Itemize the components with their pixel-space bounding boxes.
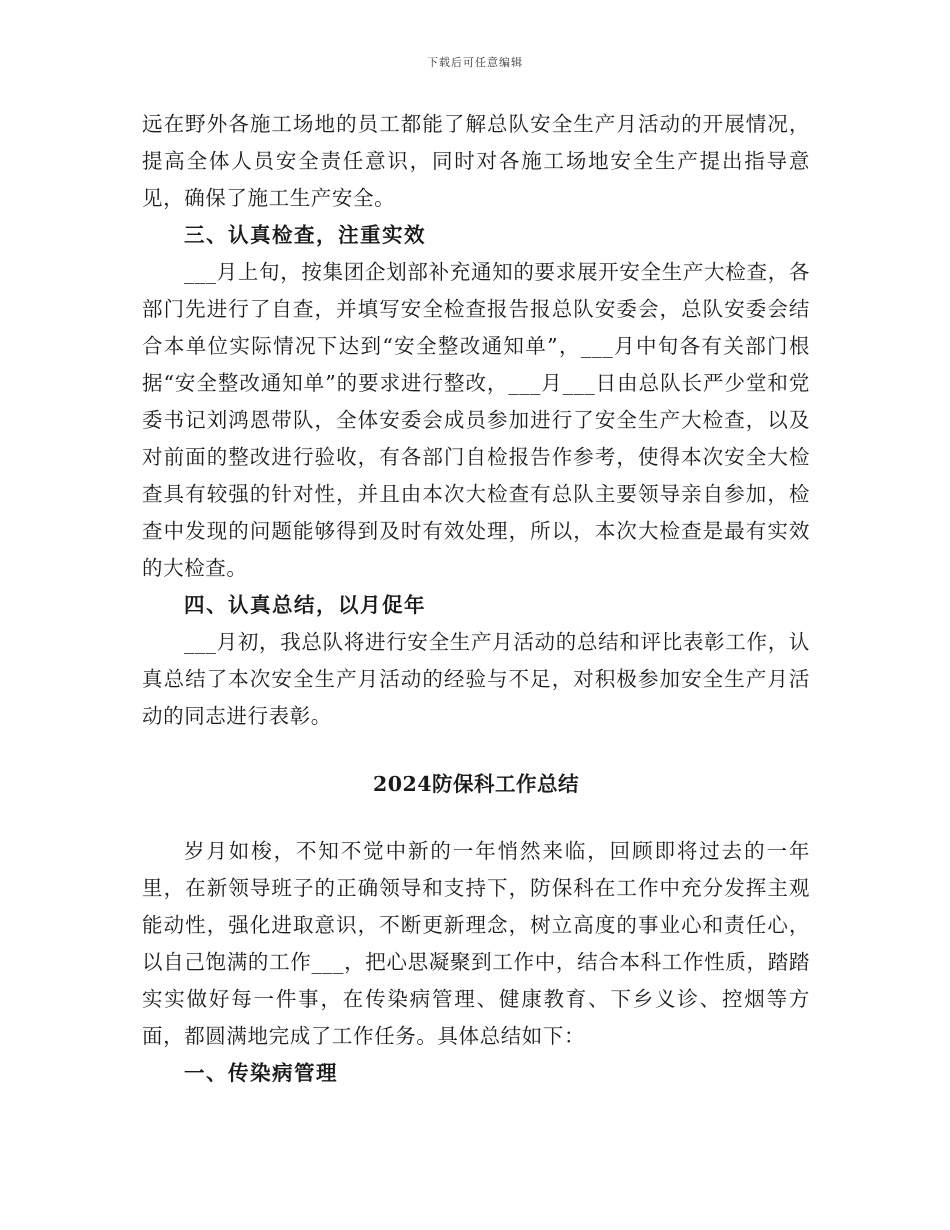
continuation-paragraph: 远在野外各施工场地的员工都能了解总队安全生产月活动的开展情况，提高全体人员安全责任意识，同时对各施工场地安全生产提出指导意见，确保了施工生产安全。 bbox=[142, 112, 810, 210]
section-heading-4: 四、认真总结，以月促年 bbox=[184, 593, 426, 617]
article-heading-1: 一、传染病管理 bbox=[184, 1061, 338, 1085]
inspection-paragraph: ___月上旬，按集团企划部补充通知的要求展开安全生产大检查，各部门先进行了自查，并填写安全检查报告报总队安委会，总队安委会结合本单位实际情况下达到“安全整改通知单”，___月中旬各有关部门根据“安全整改通知单”的要求进行整改，___月___日由总队长严少堂和党委书记刘鸿恩带队，全体安委会成员参加进行了安全生产大检查，以及对前面的整改进行验收，有各部门自检报告作参考，使得本次安全大检查具有较强的针对性，并且由本次大检查有总队主要领导亲自参加，检查中发现的问题能够得到及时有效处理，所以，本次大检查是最有实效的大检查。 bbox=[142, 260, 810, 580]
article-title: 2024防保科工作总结 bbox=[372, 772, 580, 796]
summary-paragraph: ___月初，我总队将进行安全生产月活动的总结和评比表彰工作，认真总结了本次安全生产月活动的经验与不足，对积极参加安全生产月活动的同志进行表彰。 bbox=[142, 630, 810, 728]
section-heading-3: 三、认真检查，注重实效 bbox=[184, 223, 426, 247]
article-intro-paragraph: 岁月如梭，不知不觉中新的一年悄然来临，回顾即将过去的一年里，在新领导班子的正确领导和支持下，防保科在工作中充分发挥主观能动性，强化进取意识，不断更新理念，树立高度的事业心和责任心，以自己饱满的工作___，把心思凝聚到工作中，结合本科工作性质，踏踏实实做好每一件事，在传染病管理、健康教育、下乡义诊、控烟等方面，都圆满地完成了工作任务。具体总结如下： bbox=[142, 839, 810, 1048]
document-body bbox=[142, 106, 810, 1092]
header-note: 下载后可任意编辑 bbox=[427, 56, 523, 69]
